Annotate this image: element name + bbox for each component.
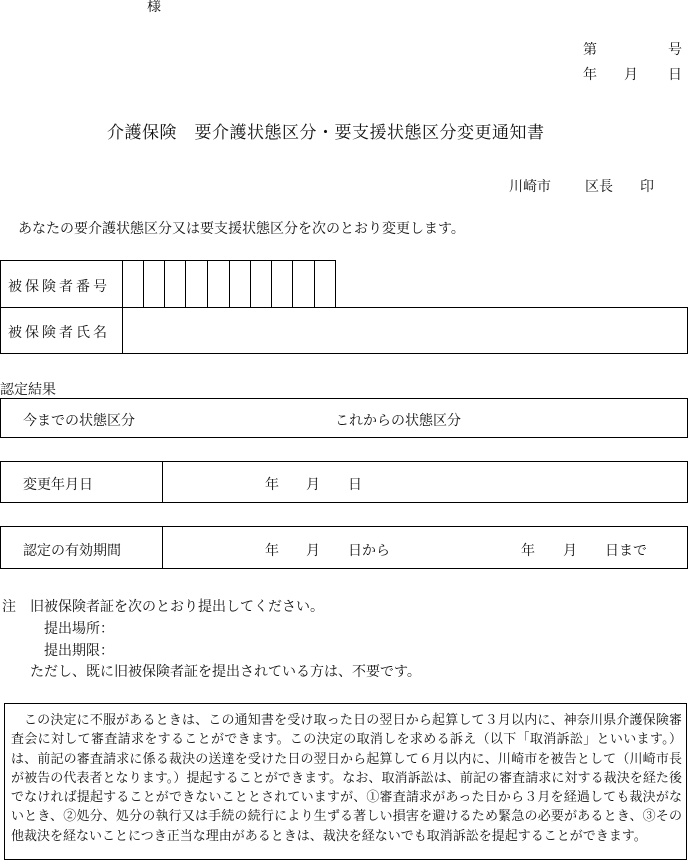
validity-period-box <box>0 526 688 569</box>
validity-to-year: 年 <box>521 543 535 559</box>
digit-cell[interactable] <box>250 261 251 307</box>
issuer-seal: 印 <box>640 179 654 195</box>
submission-deadline-label: 提出期限： <box>44 643 114 659</box>
document-number-dai: 第 <box>583 42 597 58</box>
validity-from-year: 年 <box>265 543 279 559</box>
change-date-label: 変更年月日 <box>23 477 93 493</box>
validity-period-label: 認定の有効期間 <box>23 543 121 559</box>
issuer-city: 川崎市 <box>509 179 551 195</box>
digit-cell[interactable] <box>185 261 186 307</box>
validity-from-month: 月 <box>306 543 320 559</box>
validity-to-month: 月 <box>563 543 577 559</box>
document-title: 介護保険 要介護状態区分・要支援状態区分変更通知書 <box>107 123 545 143</box>
result-section-label: 認定結果 <box>0 382 56 398</box>
digit-cell[interactable] <box>207 261 208 307</box>
insured-number-label: 被保険者番号 <box>8 279 110 295</box>
current-status-label: 今までの状態区分 <box>23 413 135 429</box>
submission-place-label: 提出場所： <box>44 621 114 637</box>
digit-cell[interactable] <box>292 261 293 307</box>
change-date-box <box>0 461 688 503</box>
note-lead: 注 旧被保険者証を次のとおり提出してください。 <box>2 599 324 615</box>
digit-cell[interactable] <box>143 261 144 307</box>
new-status-label: これからの状態区分 <box>335 413 461 429</box>
note-exception: ただし、既に旧被保険者証を提出されている方は、不要です。 <box>30 664 421 680</box>
insured-name-label: 被保険者氏名 <box>8 325 110 341</box>
appeal-notice-box: この決定に不服があるときは、この通知書を受け取った日の翌日から起算して３月以内に、神奈川県介護保険審査会に対して審査請求をすることができます。この決定の取消しを求める訴え（以下「取消訴訟」といいます。）は、前記の審査請求に係る裁決の送達を受けた日の翌日から起算して６月以内に、川崎市を被告として（川崎市長が被告の代表者となります。）提起することができます。なお、取消訴訟は、前記の審査請求に対する裁決を経た後でなければ提起することができないこととされていますが、①審査請求があった日から３月を経過しても裁決がないとき、②処分、処分の執行又は手続の続行により生ずる著しい損害を避けるため緊急の必要があるとき、③その他裁決を経ないことにつき正当な理由があるときは、裁決を経ないでも取消訴訟を提起することができます。 <box>4 703 687 860</box>
status-change-box <box>0 398 688 438</box>
insured-number-table <box>0 260 336 308</box>
digit-cell[interactable] <box>314 261 315 307</box>
digit-cell[interactable] <box>271 261 272 307</box>
digit-cell[interactable] <box>164 261 165 307</box>
issuer-ward-chief: 区長 <box>585 179 613 195</box>
issue-date-month: 月 <box>624 67 638 83</box>
change-date-month: 月 <box>306 477 320 493</box>
insured-name-table <box>0 307 688 354</box>
intro-text: あなたの要介護状態区分又は要支援状態区分を次のとおり変更します。 <box>18 221 465 237</box>
change-date-day: 日 <box>348 477 362 493</box>
digit-cell[interactable] <box>229 261 230 307</box>
issue-date-year: 年 <box>583 67 597 83</box>
document-number-go: 号 <box>668 42 682 58</box>
addressee-suffix: 様 <box>147 0 161 15</box>
change-date-year: 年 <box>265 477 279 493</box>
validity-to-day: 日まで <box>605 543 647 559</box>
issue-date-day: 日 <box>668 67 682 83</box>
validity-from-day: 日から <box>348 543 390 559</box>
